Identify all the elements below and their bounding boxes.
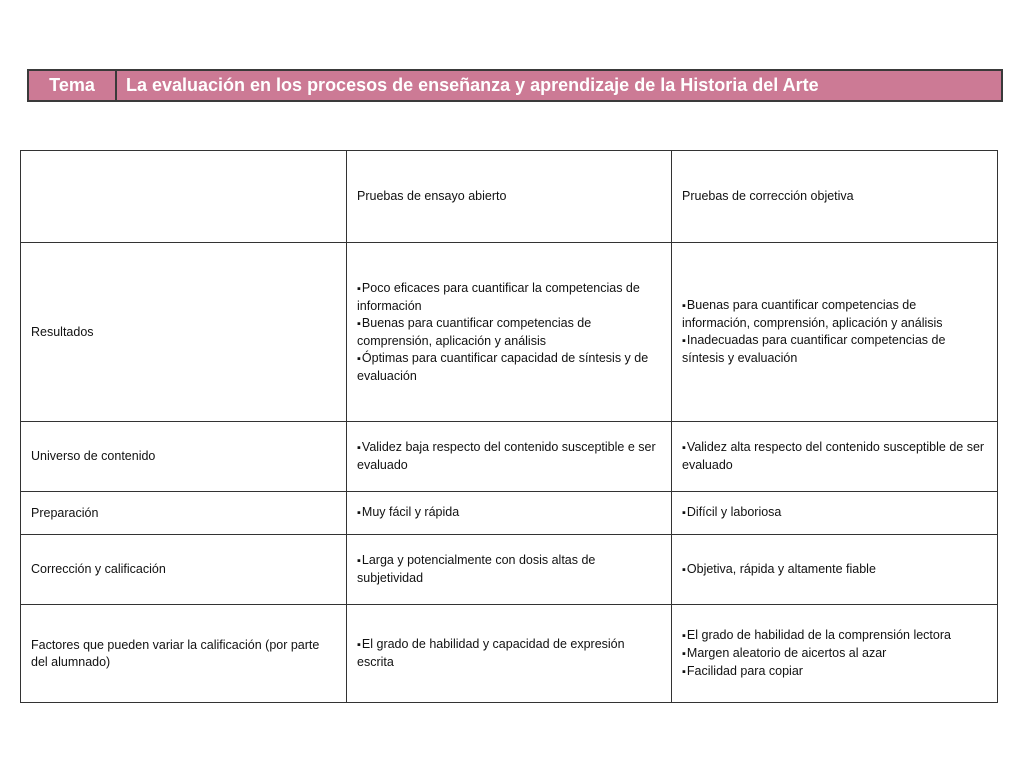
topic-title: La evaluación en los procesos de enseñanza y aprendizaje de la Historia del Arte: [126, 75, 819, 95]
row-label: Preparación: [21, 492, 347, 535]
essay-cell: [347, 492, 672, 535]
list-item: ▪ Validez alta respecto del contenido susceptible de ser evaluado: [682, 439, 987, 474]
list-item: ▪ El grado de habilidad y capacidad de expresión escrita: [357, 636, 661, 671]
list-item: ▪ Larga y potencialmente con dosis altas de subjetividad: [357, 552, 661, 587]
essay-cell: [347, 605, 672, 703]
essay-cell: [347, 535, 672, 605]
essay-cell: [347, 422, 672, 492]
list-item: ▪ Óptimas para cuantificar capacidad de síntesis y de evaluación: [357, 350, 661, 385]
row-label: Corrección y calificación: [21, 535, 347, 605]
topic-header: [27, 69, 1003, 102]
row-label: Universo de contenido: [21, 422, 347, 492]
list-item: ▪ Inadecuadas para cuantificar competencias de síntesis y evaluación: [682, 332, 987, 367]
list-item: ▪ Margen aleatorio de aicertos al azar: [682, 645, 987, 663]
comparison-table: [20, 150, 998, 703]
objective-cell: [672, 243, 998, 422]
objective-cell: [672, 422, 998, 492]
list-item: ▪ Validez baja respecto del contenido susceptible e ser evaluado: [357, 439, 661, 474]
row-label: Factores que pueden variar la calificación (por parte del alumnado): [21, 605, 347, 703]
header-cell-essay: Pruebas de ensayo abierto: [347, 151, 672, 243]
table-header-row: [21, 151, 998, 243]
topic-label: Tema: [29, 71, 117, 100]
essay-cell: [347, 243, 672, 422]
table-row: [21, 422, 998, 492]
table-row: [21, 243, 998, 422]
list-item: ▪ Muy fácil y rápida: [357, 504, 661, 522]
row-label: Resultados: [21, 243, 347, 422]
table-row: [21, 535, 998, 605]
header-cell-empty: [21, 151, 347, 243]
objective-cell: [672, 492, 998, 535]
header-cell-objective: Pruebas de corrección objetiva: [672, 151, 998, 243]
list-item: ▪ Buenas para cuantificar competencias de información, comprensión, aplicación y análisis: [682, 297, 987, 332]
objective-cell: [672, 605, 998, 703]
table-row: [21, 605, 998, 703]
table-row: [21, 492, 998, 535]
list-item: ▪ Objetiva, rápida y altamente fiable: [682, 561, 987, 579]
list-item: ▪ Buenas para cuantificar competencias de comprensión, aplicación y análisis: [357, 315, 661, 350]
list-item: ▪ Poco eficaces para cuantificar la competencias de información: [357, 280, 661, 315]
list-item: ▪ Facilidad para copiar: [682, 663, 987, 681]
list-item: ▪ Difícil y laboriosa: [682, 504, 987, 522]
objective-cell: [672, 535, 998, 605]
list-item: ▪ El grado de habilidad de la comprensión lectora: [682, 627, 987, 645]
